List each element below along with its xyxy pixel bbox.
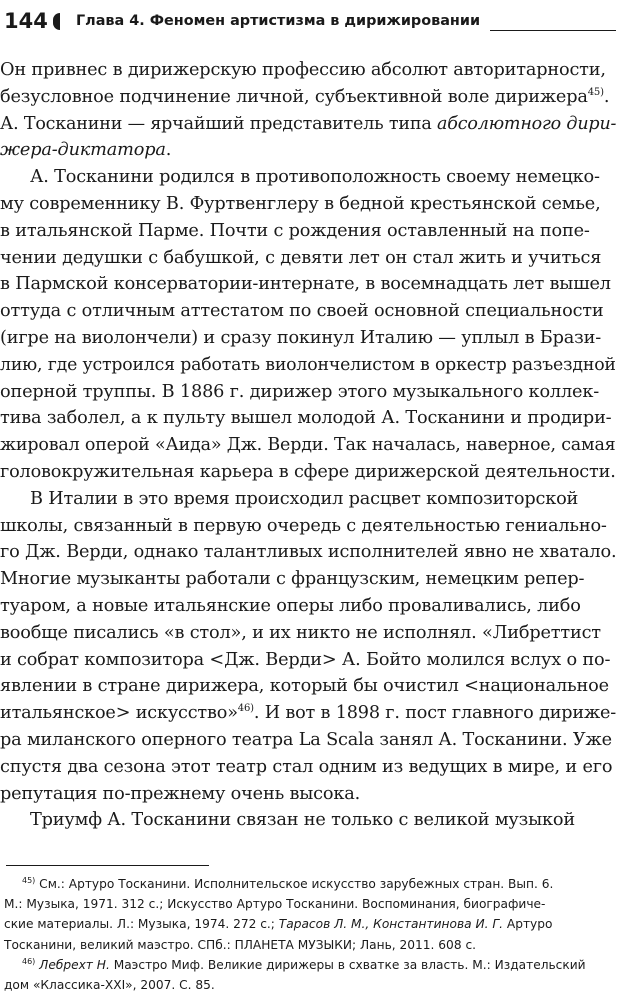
footnote-ref-45: 45) (587, 86, 604, 98)
footnote-line: ские материалы. Л.: Музыка, 1974. 272 с.; Тарасов Л. М., Константинова И. Г. Артуро (4, 917, 553, 932)
footnote-ref-46: 46) (237, 703, 254, 715)
text-line: тива заболел, а к пульту вышел молодой А. Тосканини и продири- (0, 408, 612, 429)
text-line: оперной труппы. В 1886 г. дирижер этого музыкального коллек- (0, 381, 599, 402)
footnote-line: Тосканини, великий маэстро. СПб.: ПЛАНЕТА МУЗЫКИ; Лань, 2011. 608 с. (4, 937, 477, 952)
text-line: в Пармской консерватории-интернате, в восемнадцать лет вышел (0, 274, 611, 295)
text-line: репутация по-прежнему очень высока. (0, 783, 361, 804)
text-line: и собрат композитора <Дж. Верди> А. Бойто молился вслух о по- (0, 649, 611, 670)
paragraph-start: В Италии в это время происходил расцвет композиторской (30, 488, 579, 509)
paragraph-start: Триумф А. Тосканини связан не только с великой музыкой (30, 810, 575, 831)
text-line: туаром, а новые итальянские оперы либо проваливались, либо (0, 595, 581, 616)
paragraph-start: А. Тосканини родился в противоположность своему немецко- (30, 167, 600, 188)
text-line: итальянское> искусство»$^{46)}$. И вот в 1898 г. пост главного дирижe- (0, 703, 617, 724)
text-line: школы, связанный в первую очередь с деятельностью гениально- (0, 515, 607, 536)
page-number: 144 (4, 9, 48, 33)
text-line: жировал оперой «Аида» Дж. Верди. Так началась, наверное, самая (0, 435, 616, 456)
text-line: Многие музыканты работали с французским, немецким репер- (0, 569, 585, 590)
header-rule (490, 30, 616, 31)
body-text (0, 57, 616, 834)
running-header (4, 7, 616, 35)
text-line: го Дж. Верди, однако талантливых исполнителей явно не хватало. (0, 542, 617, 563)
footnote-45: $^{45)}$ См.: Артуро Тосканини. Исполнительское искусство зарубежных стран. Вып. 6. (22, 876, 554, 891)
text-line: (игре на виолончели) и сразу покинул Италию — уплыл в Брази- (0, 327, 602, 348)
text-line: явлении в стране дирижера, который бы очистил <национальное (0, 676, 609, 697)
footnote-rule (6, 865, 209, 866)
text-line: чении дедушки с бабушкой, с девяти лет он стал жить и учиться (0, 247, 602, 268)
text-line: в итальянской Парме. Почти с рождения оставленный на попе- (0, 220, 590, 241)
text-line: безусловное подчинение личной, субъективной воле дирижера$^{45)}$. (0, 86, 610, 107)
footnote-46: $^{46)}$ Лебрехт Н. Маэстро Миф. Великие дирижеры в схватке за власть. М.: Издательский (22, 956, 586, 972)
text-line: оттуда с отличным аттестатом по своей основной специальности (0, 301, 604, 322)
text-line: А. Тосканини — ярчайший представитель типа абсолютного дири- (0, 113, 617, 134)
text-line: му современнику В. Фуртвенглеру в бедной крестьянской семье, (0, 193, 601, 214)
header-marker-icon (53, 13, 60, 30)
text-line: Он привнес в дирижерскую профессию абсолют авторитарности, (0, 60, 606, 80)
footnote-line: дом «Классика-XXI», 2007. С. 85. (4, 977, 215, 992)
text-line: головокружительная карьера в сфере дирижерской деятельности. (0, 461, 616, 482)
chapter-title: Глава 4. Феномен артистизма в дирижировании (76, 13, 481, 29)
text-line: спустя два сезона этот театр стал одним из ведущих в мире, и его (0, 756, 613, 777)
text-line: ра миланского оперного театра La Scala занял А. Тосканини. Уже (0, 729, 612, 750)
footnotes (4, 874, 616, 995)
text-line: вообще писались «в стол», и их никто не исполнял. «Либреттист (0, 622, 601, 643)
text-line: лию, где устроился работать виолончелистом в оркестр разъездной (0, 354, 616, 375)
text-line: жера-диктатора. (0, 140, 172, 161)
footnote-line: М.: Музыка, 1971. 312 с.; Искусство Артуро Тосканини. Воспоминания, биографиче- (4, 897, 546, 912)
